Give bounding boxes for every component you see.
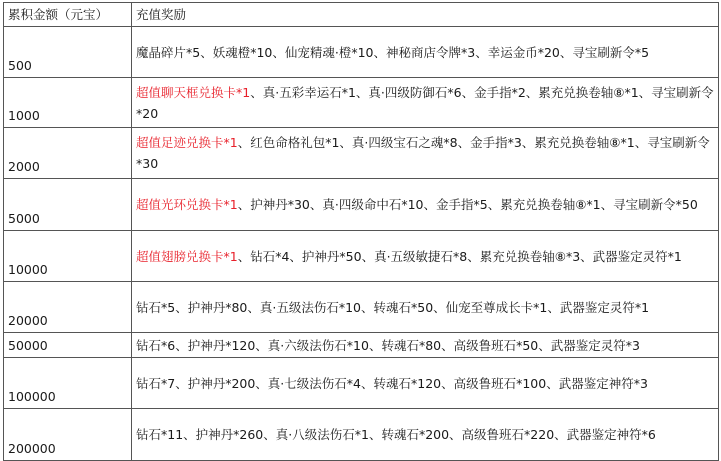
amount-cell: 20000: [4, 282, 132, 333]
rewards-cell: [132, 128, 719, 179]
table-row: [4, 358, 719, 409]
rewards-cell: [132, 333, 719, 358]
rewards-cell: [132, 231, 719, 282]
table-row: [4, 128, 719, 179]
header-amount: 累积金额（元宝）: [4, 3, 132, 27]
rewards-cell: [132, 78, 719, 128]
rewards-cell: [132, 358, 719, 409]
reward-text: 钻石*7、护神丹*200、真·七级法伤石*4、转魂石*120、高级鲁班石*100、武器鉴定神符*3: [136, 375, 648, 391]
reward-text: 魔晶碎片*5、妖魂橙*10、仙宠精魂·橙*10、神秘商店令牌*3、幸运金币*20、寻宝刷新令*5: [136, 44, 650, 60]
amount-cell: 200000: [4, 409, 132, 461]
amount-cell: 50000: [4, 333, 132, 358]
recharge-reward-table: [3, 2, 719, 461]
table-row: [4, 78, 719, 128]
reward-text: 、真·五彩幸运石*1、真·四级防御石*6、金手指*2、累充兑换卷轴⑧*1、寻宝刷新令*20: [136, 84, 714, 121]
table-header-row: [4, 3, 719, 27]
table-row: [4, 333, 719, 358]
highlight-reward: 超值足迹兑换卡*1: [136, 135, 238, 150]
highlight-reward: 超值翅膀兑换卡*1: [136, 248, 238, 264]
amount-cell: 100000: [4, 358, 132, 409]
reward-text: 、护神丹*30、真·四级命中石*10、金手指*5、累充兑换卷轴⑧*1、寻宝刷新令*50: [237, 197, 698, 212]
rewards-cell: [132, 179, 719, 231]
table-row: [4, 231, 719, 282]
table-row: [4, 282, 719, 333]
amount-cell: 5000: [4, 179, 132, 231]
rewards-cell: [132, 409, 719, 461]
amount-cell: 500: [4, 27, 132, 78]
amount-cell: 1000: [4, 78, 132, 128]
highlight-reward: 超值聊天框兑换卡*1: [136, 84, 251, 100]
highlight-reward: 超值光环兑换卡*1: [136, 197, 238, 212]
reward-text: 钻石*11、护神丹*260、真·八级法伤石*1、转魂石*200、高级鲁班石*220、武器鉴定神符*6: [136, 427, 656, 442]
reward-text: 钻石*6、护神丹*120、真·六级法伤石*10、转魂石*80、高级鲁班石*50、武器鉴定灵符*3: [136, 337, 640, 353]
amount-cell: 10000: [4, 231, 132, 282]
reward-text: 钻石*5、护神丹*80、真·五级法伤石*10、转魂石*50、仙宠至尊成长卡*1、武器鉴定灵符*1: [136, 299, 650, 315]
reward-text: 、钻石*4、护神丹*50、真·五级敏捷石*8、累充兑换卷轴⑧*3、武器鉴定灵符*1: [237, 248, 682, 264]
amount-cell: 2000: [4, 128, 132, 179]
rewards-cell: [132, 27, 719, 78]
table-row: [4, 27, 719, 78]
table-row: [4, 179, 719, 231]
table-row: [4, 409, 719, 461]
reward-text: 、红色命格礼包*1、真·四级宝石之魂*8、金手指*3、累充兑换卷轴⑧*1、寻宝刷新令*30: [136, 135, 710, 171]
header-rewards: 充值奖励: [132, 3, 719, 27]
rewards-cell: [132, 282, 719, 333]
